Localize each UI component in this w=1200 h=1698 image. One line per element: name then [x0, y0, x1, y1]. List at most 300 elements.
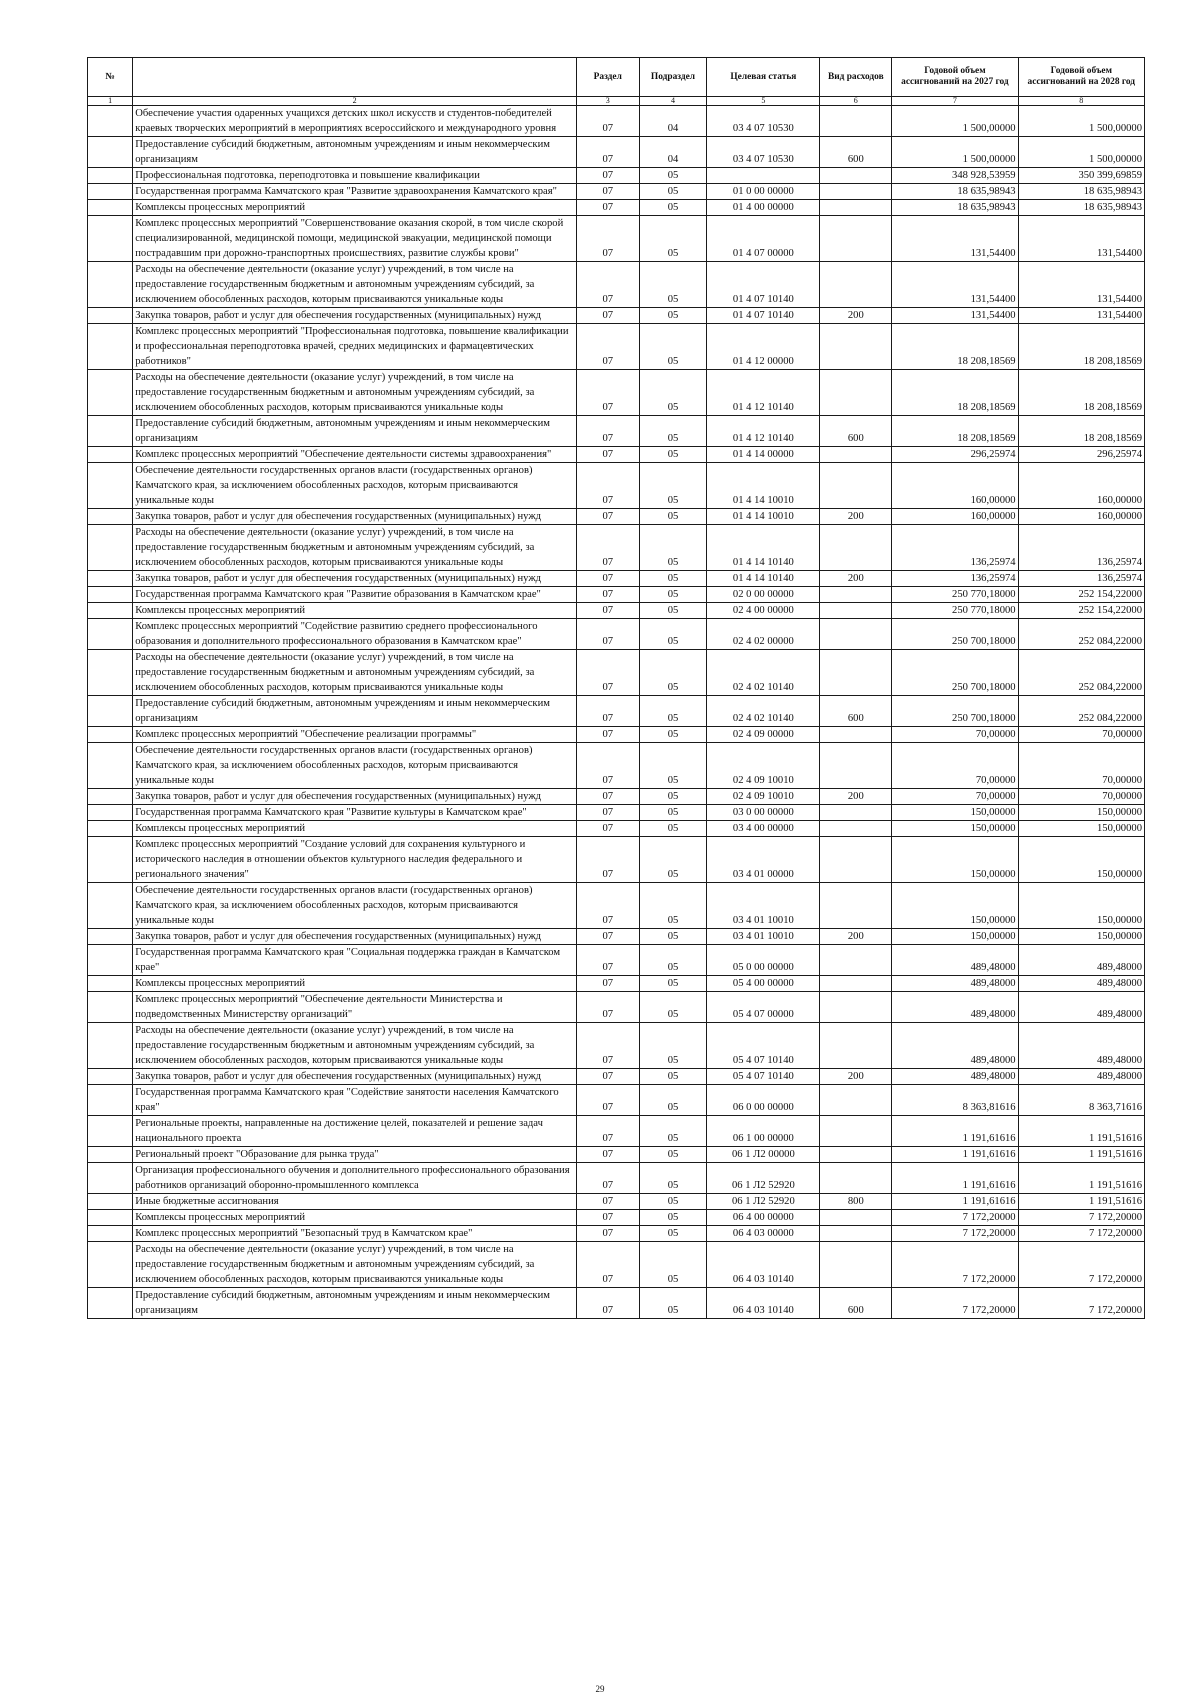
target-article-cell: 05 4 07 10140 — [707, 1023, 820, 1069]
row-number-cell — [88, 571, 133, 587]
razdel-cell: 07 — [576, 416, 639, 447]
expense-type-cell — [820, 945, 892, 976]
row-number-cell — [88, 1069, 133, 1085]
target-article-cell: 05 4 00 00000 — [707, 976, 820, 992]
podrazdel-cell: 05 — [639, 308, 707, 324]
table-row — [88, 168, 1145, 184]
target-article-cell: 02 4 02 10140 — [707, 696, 820, 727]
expense-type-cell — [820, 1023, 892, 1069]
podrazdel-cell: 05 — [639, 1147, 707, 1163]
expense-name-cell: Комплекс процессных мероприятий "Обеспечение деятельности Министерства и подведомственных Министерству организаций" — [133, 992, 577, 1023]
target-article-cell: 01 4 07 10140 — [707, 308, 820, 324]
razdel-cell: 07 — [576, 168, 639, 184]
razdel-cell: 07 — [576, 1023, 639, 1069]
razdel-cell: 07 — [576, 370, 639, 416]
amount-2028-cell: 70,00000 — [1018, 789, 1144, 805]
target-article-cell: 01 4 12 00000 — [707, 324, 820, 370]
amount-2027-cell: 7 172,20000 — [892, 1226, 1018, 1242]
row-number-cell — [88, 370, 133, 416]
row-number-cell — [88, 262, 133, 308]
row-number-cell — [88, 168, 133, 184]
table-row — [88, 525, 1145, 571]
podrazdel-cell: 05 — [639, 945, 707, 976]
podrazdel-cell: 04 — [639, 137, 707, 168]
column-number: 6 — [820, 97, 892, 106]
amount-2027-cell: 150,00000 — [892, 837, 1018, 883]
amount-2028-cell: 252 084,22000 — [1018, 650, 1144, 696]
expense-name-cell: Комплекс процессных мероприятий "Создание условий для сохранения культурного и исторического наследия в отношении объектов культурного наследия федерального и регионального значения" — [133, 837, 577, 883]
razdel-cell: 07 — [576, 1226, 639, 1242]
row-number-cell — [88, 1242, 133, 1288]
podrazdel-cell: 04 — [639, 106, 707, 137]
razdel-cell: 07 — [576, 837, 639, 883]
column-numbering-row — [88, 97, 1145, 106]
target-article-cell: 01 4 07 10140 — [707, 262, 820, 308]
amount-2027-cell: 489,48000 — [892, 1023, 1018, 1069]
table-row — [88, 1242, 1145, 1288]
expense-name-cell: Расходы на обеспечение деятельности (оказание услуг) учреждений, в том числе на предоставление государственным бюджетным и автономным учреждениям субсидий, за исключением обособленных расходов, которым присваиваются уникальные коды — [133, 262, 577, 308]
expense-name-cell: Комплекс процессных мероприятий "Совершенствование оказания скорой, в том числе скорой специализированной, медицинской помощи, медицинской эвакуации, медицинской помощи пострадавшим при дорожно-транспортных происшествиях, развитие службы крови" — [133, 216, 577, 262]
podrazdel-cell: 05 — [639, 1288, 707, 1319]
expense-name-cell: Предоставление субсидий бюджетным, автономным учреждениям и иным некоммерческим организациям — [133, 696, 577, 727]
amount-2027-cell: 296,25974 — [892, 447, 1018, 463]
table-row — [88, 976, 1145, 992]
amount-2027-cell: 7 172,20000 — [892, 1288, 1018, 1319]
target-article-cell: 03 4 01 10010 — [707, 929, 820, 945]
expense-type-cell: 600 — [820, 1288, 892, 1319]
amount-2028-cell: 131,54400 — [1018, 262, 1144, 308]
table-row — [88, 324, 1145, 370]
target-article-cell: 02 4 02 10140 — [707, 650, 820, 696]
amount-2027-cell: 70,00000 — [892, 727, 1018, 743]
expense-name-cell: Комплексы процессных мероприятий — [133, 1210, 577, 1226]
table-row — [88, 200, 1145, 216]
table-row — [88, 1210, 1145, 1226]
target-article-cell: 06 1 Л2 52920 — [707, 1163, 820, 1194]
amount-2028-cell: 136,25974 — [1018, 571, 1144, 587]
amount-2027-cell: 7 172,20000 — [892, 1242, 1018, 1288]
table-row — [88, 821, 1145, 837]
podrazdel-cell: 05 — [639, 1085, 707, 1116]
table-row — [88, 463, 1145, 509]
amount-2028-cell: 1 191,51616 — [1018, 1194, 1144, 1210]
razdel-cell: 07 — [576, 727, 639, 743]
amount-2027-cell: 250 700,18000 — [892, 696, 1018, 727]
expense-name-cell: Государственная программа Камчатского края "Содействие занятости населения Камчатского края" — [133, 1085, 577, 1116]
expense-name-cell: Закупка товаров, работ и услуг для обеспечения государственных (муниципальных) нужд — [133, 929, 577, 945]
amount-2028-cell: 489,48000 — [1018, 945, 1144, 976]
amount-2028-cell: 150,00000 — [1018, 883, 1144, 929]
header-name — [133, 58, 577, 97]
expense-name-cell: Расходы на обеспечение деятельности (оказание услуг) учреждений, в том числе на предоставление государственным бюджетным и автономным учреждениям субсидий, за исключением обособленных расходов, которым присваиваются уникальные коды — [133, 525, 577, 571]
target-article-cell: 06 4 00 00000 — [707, 1210, 820, 1226]
podrazdel-cell: 05 — [639, 463, 707, 509]
target-article-cell: 02 0 00 00000 — [707, 587, 820, 603]
row-number-cell — [88, 525, 133, 571]
razdel-cell: 07 — [576, 929, 639, 945]
expense-type-cell: 200 — [820, 571, 892, 587]
row-number-cell — [88, 184, 133, 200]
expense-type-cell — [820, 1116, 892, 1147]
expense-type-cell — [820, 883, 892, 929]
header-podrazdel: Подраздел — [639, 58, 707, 97]
row-number-cell — [88, 1194, 133, 1210]
row-number-cell — [88, 416, 133, 447]
podrazdel-cell: 05 — [639, 603, 707, 619]
expense-type-cell — [820, 727, 892, 743]
razdel-cell: 07 — [576, 619, 639, 650]
razdel-cell: 07 — [576, 525, 639, 571]
amount-2028-cell: 1 500,00000 — [1018, 106, 1144, 137]
amount-2028-cell: 7 172,20000 — [1018, 1288, 1144, 1319]
podrazdel-cell: 05 — [639, 168, 707, 184]
amount-2028-cell: 7 172,20000 — [1018, 1242, 1144, 1288]
row-number-cell — [88, 1210, 133, 1226]
amount-2027-cell: 160,00000 — [892, 463, 1018, 509]
amount-2028-cell: 489,48000 — [1018, 976, 1144, 992]
amount-2028-cell: 7 172,20000 — [1018, 1226, 1144, 1242]
expense-type-cell: 600 — [820, 696, 892, 727]
amount-2027-cell: 70,00000 — [892, 743, 1018, 789]
razdel-cell: 07 — [576, 308, 639, 324]
header-number: № — [88, 58, 133, 97]
amount-2028-cell: 70,00000 — [1018, 727, 1144, 743]
amount-2027-cell: 150,00000 — [892, 883, 1018, 929]
row-number-cell — [88, 603, 133, 619]
target-article-cell: 05 0 00 00000 — [707, 945, 820, 976]
expense-type-cell — [820, 200, 892, 216]
amount-2028-cell: 160,00000 — [1018, 509, 1144, 525]
expense-type-cell — [820, 447, 892, 463]
amount-2027-cell: 1 191,61616 — [892, 1116, 1018, 1147]
column-number: 7 — [892, 97, 1018, 106]
expense-name-cell: Региональные проекты, направленные на достижение целей, показателей и решение задач национального проекта — [133, 1116, 577, 1147]
target-article-cell: 06 1 00 00000 — [707, 1116, 820, 1147]
amount-2027-cell: 18 635,98943 — [892, 184, 1018, 200]
table-row — [88, 216, 1145, 262]
target-article-cell: 06 4 03 10140 — [707, 1288, 820, 1319]
podrazdel-cell: 05 — [639, 727, 707, 743]
expense-name-cell: Комплексы процессных мероприятий — [133, 821, 577, 837]
amount-2028-cell: 252 154,22000 — [1018, 587, 1144, 603]
podrazdel-cell: 05 — [639, 929, 707, 945]
razdel-cell: 07 — [576, 137, 639, 168]
row-number-cell — [88, 945, 133, 976]
table-row — [88, 184, 1145, 200]
razdel-cell: 07 — [576, 509, 639, 525]
table-row — [88, 619, 1145, 650]
target-article-cell: 02 4 09 10010 — [707, 789, 820, 805]
expense-type-cell — [820, 216, 892, 262]
table-row — [88, 743, 1145, 789]
header-amount-2028: Годовой объем ассигнований на 2028 год — [1018, 58, 1144, 97]
podrazdel-cell: 05 — [639, 837, 707, 883]
amount-2028-cell: 7 172,20000 — [1018, 1210, 1144, 1226]
target-article-cell: 01 4 14 00000 — [707, 447, 820, 463]
razdel-cell: 07 — [576, 1194, 639, 1210]
expense-name-cell: Закупка товаров, работ и услуг для обеспечения государственных (муниципальных) нужд — [133, 308, 577, 324]
expense-type-cell — [820, 1163, 892, 1194]
table-row — [88, 416, 1145, 447]
amount-2028-cell: 1 191,51616 — [1018, 1147, 1144, 1163]
table-row — [88, 883, 1145, 929]
razdel-cell: 07 — [576, 1147, 639, 1163]
razdel-cell: 07 — [576, 463, 639, 509]
amount-2027-cell: 18 635,98943 — [892, 200, 1018, 216]
table-row — [88, 1023, 1145, 1069]
amount-2027-cell: 1 500,00000 — [892, 106, 1018, 137]
row-number-cell — [88, 587, 133, 603]
expense-name-cell: Организация профессионального обучения и дополнительного профессионального образования работников организаций оборонно-промышленного комплекса — [133, 1163, 577, 1194]
table-row — [88, 929, 1145, 945]
table-row — [88, 447, 1145, 463]
amount-2028-cell: 1 191,51616 — [1018, 1116, 1144, 1147]
expense-type-cell — [820, 1226, 892, 1242]
amount-2028-cell: 489,48000 — [1018, 1023, 1144, 1069]
expense-name-cell: Государственная программа Камчатского края "Развитие культуры в Камчатском крае" — [133, 805, 577, 821]
expense-type-cell: 200 — [820, 509, 892, 525]
header-target-article: Целевая статья — [707, 58, 820, 97]
amount-2028-cell: 8 363,71616 — [1018, 1085, 1144, 1116]
expense-type-cell — [820, 650, 892, 696]
row-number-cell — [88, 463, 133, 509]
expense-type-cell — [820, 619, 892, 650]
table-row — [88, 571, 1145, 587]
expense-type-cell — [820, 992, 892, 1023]
amount-2027-cell: 489,48000 — [892, 945, 1018, 976]
target-article-cell: 02 4 09 00000 — [707, 727, 820, 743]
expense-name-cell: Закупка товаров, работ и услуг для обеспечения государственных (муниципальных) нужд — [133, 1069, 577, 1085]
razdel-cell: 07 — [576, 821, 639, 837]
column-number: 2 — [133, 97, 577, 106]
expense-type-cell — [820, 603, 892, 619]
podrazdel-cell: 05 — [639, 1023, 707, 1069]
podrazdel-cell: 05 — [639, 447, 707, 463]
table-row — [88, 106, 1145, 137]
razdel-cell: 07 — [576, 883, 639, 929]
expense-type-cell — [820, 324, 892, 370]
row-number-cell — [88, 1147, 133, 1163]
header-razdel: Раздел — [576, 58, 639, 97]
amount-2027-cell: 1 191,61616 — [892, 1163, 1018, 1194]
target-article-cell: 01 4 12 10140 — [707, 370, 820, 416]
podrazdel-cell: 05 — [639, 509, 707, 525]
podrazdel-cell: 05 — [639, 650, 707, 696]
amount-2028-cell: 150,00000 — [1018, 929, 1144, 945]
target-article-cell: 01 4 14 10010 — [707, 509, 820, 525]
table-row — [88, 1288, 1145, 1319]
amount-2027-cell: 18 208,18569 — [892, 324, 1018, 370]
amount-2027-cell: 489,48000 — [892, 976, 1018, 992]
row-number-cell — [88, 619, 133, 650]
razdel-cell: 07 — [576, 976, 639, 992]
podrazdel-cell: 05 — [639, 200, 707, 216]
razdel-cell: 07 — [576, 1085, 639, 1116]
table-row — [88, 1194, 1145, 1210]
amount-2027-cell: 8 363,81616 — [892, 1085, 1018, 1116]
header-amount-2027: Годовой объем ассигнований на 2027 год — [892, 58, 1018, 97]
amount-2028-cell: 252 154,22000 — [1018, 603, 1144, 619]
podrazdel-cell: 05 — [639, 1226, 707, 1242]
razdel-cell: 07 — [576, 587, 639, 603]
expense-type-cell — [820, 743, 892, 789]
razdel-cell: 07 — [576, 324, 639, 370]
target-article-cell: 03 4 01 00000 — [707, 837, 820, 883]
podrazdel-cell: 05 — [639, 619, 707, 650]
row-number-cell — [88, 789, 133, 805]
row-number-cell — [88, 216, 133, 262]
expense-type-cell: 200 — [820, 789, 892, 805]
expense-type-cell: 200 — [820, 308, 892, 324]
amount-2027-cell: 136,25974 — [892, 525, 1018, 571]
amount-2028-cell: 150,00000 — [1018, 821, 1144, 837]
row-number-cell — [88, 106, 133, 137]
target-article-cell: 06 1 Л2 00000 — [707, 1147, 820, 1163]
razdel-cell: 07 — [576, 1116, 639, 1147]
amount-2028-cell: 18 208,18569 — [1018, 370, 1144, 416]
expense-name-cell: Расходы на обеспечение деятельности (оказание услуг) учреждений, в том числе на предоставление государственным бюджетным и автономным учреждениям субсидий, за исключением обособленных расходов, которым присваиваются уникальные коды — [133, 370, 577, 416]
amount-2028-cell: 252 084,22000 — [1018, 619, 1144, 650]
row-number-cell — [88, 805, 133, 821]
amount-2028-cell: 350 399,69859 — [1018, 168, 1144, 184]
row-number-cell — [88, 1085, 133, 1116]
expense-type-cell — [820, 184, 892, 200]
amount-2028-cell: 489,48000 — [1018, 1069, 1144, 1085]
column-number: 1 — [88, 97, 133, 106]
razdel-cell: 07 — [576, 200, 639, 216]
podrazdel-cell: 05 — [639, 1163, 707, 1194]
razdel-cell: 07 — [576, 184, 639, 200]
razdel-cell: 07 — [576, 696, 639, 727]
expense-type-cell: 800 — [820, 1194, 892, 1210]
expense-name-cell: Предоставление субсидий бюджетным, автономным учреждениям и иным некоммерческим организациям — [133, 137, 577, 168]
row-number-cell — [88, 696, 133, 727]
expense-name-cell: Комплекс процессных мероприятий "Содействие развитию среднего профессионального образования и дополнительного профессионального образования в Камчатском крае" — [133, 619, 577, 650]
target-article-cell: 01 4 14 10140 — [707, 525, 820, 571]
podrazdel-cell: 05 — [639, 883, 707, 929]
amount-2027-cell: 250 770,18000 — [892, 587, 1018, 603]
target-article-cell: 01 4 14 10140 — [707, 571, 820, 587]
amount-2028-cell: 160,00000 — [1018, 463, 1144, 509]
expense-type-cell — [820, 837, 892, 883]
target-article-cell: 05 4 07 00000 — [707, 992, 820, 1023]
expense-name-cell: Государственная программа Камчатского края "Социальная поддержка граждан в Камчатском крае" — [133, 945, 577, 976]
target-article-cell: 03 4 01 10010 — [707, 883, 820, 929]
amount-2027-cell: 150,00000 — [892, 821, 1018, 837]
column-number: 5 — [707, 97, 820, 106]
expense-type-cell — [820, 168, 892, 184]
row-number-cell — [88, 324, 133, 370]
expense-type-cell — [820, 262, 892, 308]
table-row — [88, 509, 1145, 525]
row-number-cell — [88, 743, 133, 789]
razdel-cell: 07 — [576, 106, 639, 137]
expense-type-cell — [820, 370, 892, 416]
razdel-cell: 07 — [576, 447, 639, 463]
table-row — [88, 789, 1145, 805]
row-number-cell — [88, 137, 133, 168]
expense-type-cell — [820, 821, 892, 837]
podrazdel-cell: 05 — [639, 1116, 707, 1147]
row-number-cell — [88, 1023, 133, 1069]
row-number-cell — [88, 1226, 133, 1242]
column-number: 8 — [1018, 97, 1144, 106]
expense-type-cell — [820, 525, 892, 571]
razdel-cell: 07 — [576, 262, 639, 308]
podrazdel-cell: 05 — [639, 696, 707, 727]
razdel-cell: 07 — [576, 1210, 639, 1226]
podrazdel-cell: 05 — [639, 262, 707, 308]
table-row — [88, 1226, 1145, 1242]
column-number: 3 — [576, 97, 639, 106]
razdel-cell: 07 — [576, 789, 639, 805]
amount-2028-cell: 252 084,22000 — [1018, 696, 1144, 727]
target-article-cell: 06 4 03 10140 — [707, 1242, 820, 1288]
podrazdel-cell: 05 — [639, 1210, 707, 1226]
expense-name-cell: Закупка товаров, работ и услуг для обеспечения государственных (муниципальных) нужд — [133, 509, 577, 525]
target-article-cell: 01 4 14 10010 — [707, 463, 820, 509]
podrazdel-cell: 05 — [639, 184, 707, 200]
podrazdel-cell: 05 — [639, 571, 707, 587]
amount-2027-cell: 18 208,18569 — [892, 416, 1018, 447]
amount-2027-cell: 131,54400 — [892, 216, 1018, 262]
razdel-cell: 07 — [576, 1069, 639, 1085]
row-number-cell — [88, 821, 133, 837]
expense-name-cell: Комплекс процессных мероприятий "Профессиональная подготовка, повышение квалификации и профессиональная переподготовка врачей, средних медицинских и фармацевтических работников" — [133, 324, 577, 370]
expense-name-cell: Региональный проект "Образование для рынка труда" — [133, 1147, 577, 1163]
expense-name-cell: Комплексы процессных мероприятий — [133, 976, 577, 992]
amount-2027-cell: 150,00000 — [892, 805, 1018, 821]
row-number-cell — [88, 837, 133, 883]
expense-name-cell: Профессиональная подготовка, переподготовка и повышение квалификации — [133, 168, 577, 184]
row-number-cell — [88, 200, 133, 216]
podrazdel-cell: 05 — [639, 370, 707, 416]
table-row — [88, 805, 1145, 821]
amount-2027-cell: 131,54400 — [892, 308, 1018, 324]
razdel-cell: 07 — [576, 650, 639, 696]
expense-name-cell: Государственная программа Камчатского края "Развитие образования в Камчатском крае" — [133, 587, 577, 603]
expense-name-cell: Комплекс процессных мероприятий "Обеспечение реализации программы" — [133, 727, 577, 743]
amount-2028-cell: 18 208,18569 — [1018, 416, 1144, 447]
expense-name-cell: Обеспечение участия одаренных учащихся детских школ искусств и студентов-победителей краевых творческих мероприятий в мероприятиях всероссийского и международного уровня — [133, 106, 577, 137]
podrazdel-cell: 05 — [639, 821, 707, 837]
podrazdel-cell: 05 — [639, 1242, 707, 1288]
expense-type-cell: 600 — [820, 416, 892, 447]
amount-2028-cell: 489,48000 — [1018, 992, 1144, 1023]
expense-type-cell — [820, 106, 892, 137]
target-article-cell: 01 0 00 00000 — [707, 184, 820, 200]
expense-type-cell — [820, 1210, 892, 1226]
podrazdel-cell: 05 — [639, 992, 707, 1023]
expense-name-cell: Государственная программа Камчатского края "Развитие здравоохранения Камчатского края" — [133, 184, 577, 200]
amount-2028-cell: 131,54400 — [1018, 308, 1144, 324]
razdel-cell: 07 — [576, 1163, 639, 1194]
podrazdel-cell: 05 — [639, 324, 707, 370]
razdel-cell: 07 — [576, 1288, 639, 1319]
expense-name-cell: Иные бюджетные ассигнования — [133, 1194, 577, 1210]
table-row — [88, 308, 1145, 324]
page-number: 29 — [595, 1684, 605, 1694]
table-row — [88, 1069, 1145, 1085]
podrazdel-cell: 05 — [639, 805, 707, 821]
amount-2028-cell: 18 635,98943 — [1018, 200, 1144, 216]
table-row — [88, 727, 1145, 743]
razdel-cell: 07 — [576, 743, 639, 789]
expense-name-cell: Предоставление субсидий бюджетным, автономным учреждениям и иным некоммерческим организациям — [133, 416, 577, 447]
podrazdel-cell: 05 — [639, 1069, 707, 1085]
expense-type-cell — [820, 463, 892, 509]
expense-type-cell: 600 — [820, 137, 892, 168]
